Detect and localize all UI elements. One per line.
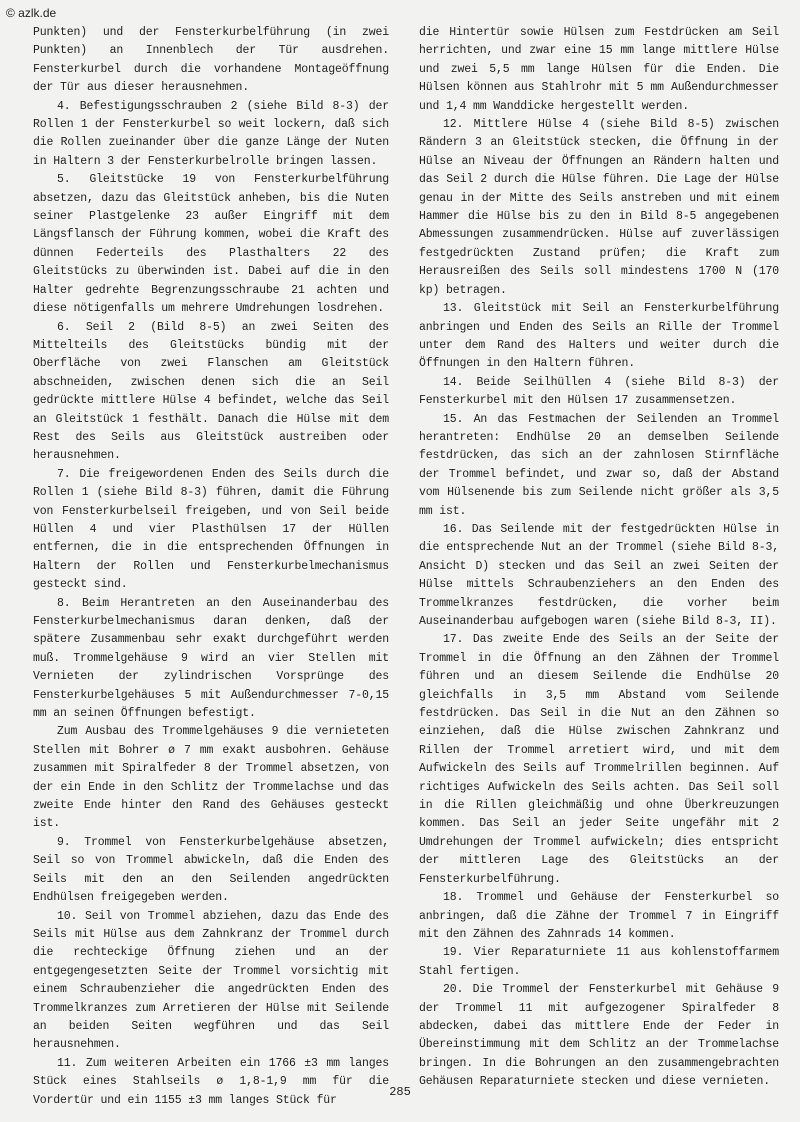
paragraph-step-20: 20. Die Trommel der Fensterkurbel mit Gehäuse 9 der Trommel 11 mit aufgezogener Spiralfeder 8 abdecken, dabei das mittlere Ende der Feder in Übereinstimmung mit dem Schlitz an der Trommelachse bringen. In die Bohrungen an den zusammengebrachten Gehäusen Reparaturniete stecken und diese vernieten. (419, 983, 779, 1089)
paragraph-step-11-continuation: die Hintertür sowie Hülsen zum Festdrücken am Seil herrichten, und zwar eine 15 mm lange mittlere Hülse und zwei 5,5 mm lange Hülsen für die Enden. Die Hülsen können aus Stahlrohr mit 5 mm Außendurchmesser und 1,4 mm Wanddicke hergestellt werden. (419, 26, 779, 113)
paragraph-step-7: 7. Die freigewordenen Enden des Seils durch die Rollen 1 (siehe Bild 8-3) führen, damit die Führung von Fensterkurbelseil freigeben, und von Seil beide Hüllen 4 und vier Plasthülsen 17 der Hüllen entfernen, die in die entsprechenden Öffnungen in Haltern der Rollen und Fensterkurbelmechanismus gesteckt sind. (33, 467, 389, 592)
paragraph-step-12: 12. Mittlere Hülse 4 (siehe Bild 8-5) zwischen Rändern 3 an Gleitstück stecken, die Öffnung in der Hülse an Niveau der Öffnungen an Rändern halten und das Seil 2 durch die Hülse führen. Die Lage der Hülse genau in der Mitte des Seils anstreben und mit einem Hammer die Hülse bis zu den in Bild 8-5 angegebenen Abmessungen zusammendrücken. Hülse auf zuverlässigen festgedrückten Zustand prüfen; die Kraft zum Herausreißen des Seils soll mindestens 1700 N (170 kp) betragen. (419, 118, 779, 297)
left-column (33, 24, 389, 1110)
paragraph-step-18: 18. Trommel und Gehäuse der Fensterkurbel so anbringen, daß die Zähne der Trommel 7 in Eingriff mit den Zähnen des Zahnrads 14 kommen. (419, 891, 779, 941)
paragraph-step-16: 16. Das Seilende mit der festgedrückten Hülse in die entsprechende Nut an der Trommel (siehe Bild 8-3, Ansicht D) stecken und das Seil an zwei Seiten der Hülse mittels Schraubenziehers an den Enden des Trommelkranzes festdrücken, die vorher beim Auseinanderbau aufgebogen waren (siehe Bild 8-3, II). (419, 522, 779, 628)
paragraph-step-9: 9. Trommel von Fensterkurbelgehäuse absetzen, Seil so von Trommel abwickeln, daß die Enden des Seils mit den an den Seilenden angedrückten Endhülsen freigegeben werden. (33, 835, 389, 905)
paragraph-step-13: 13. Gleitstück mit Seil an Fensterkurbelführung anbringen und Enden des Seils an Rille der Trommel unter dem Rand des Halters und weiter durch die Öffnungen in den Haltern führen. (419, 302, 779, 371)
paragraph-continuation: Punkten) und der Fensterkurbelführung (in zwei Punkten) an Innenblech der Tür ausdrehen. Fensterkurbel durch die vorhandene Montageöffnung der Tür aus dieser herausnehmen. (33, 26, 389, 95)
paragraph-step-5: 5. Gleitstücke 19 von Fensterkurbelführung absetzen, dazu das Gleitstück anheben, bis die Nuten seiner Plastgelenke 23 außer Eingriff mit dem Längsflansch der Führung kommen, wobei die Kraft des dünnen Federteils des Plasthalters 22 des Gleitstücks zu überwinden ist. Dabei auf die in den Halter gedrehte Begrenzungsschraube 21 achten und diese nötigenfalls um mehrere Umdrehungen losdrehen. (33, 173, 389, 316)
paragraph-step-8-removal: Zum Ausbau des Trommelgehäuses 9 die vernieteten Stellen mit Bohrer ø 7 mm exakt ausbohren. Gehäuse zusammen mit Spiralfeder 8 der Trommel absetzen, von der ein Ende in den Schlitz der Trommelachse und das zweite Ende hinter den Rand des Gehäuses gesteckt ist. (33, 725, 389, 831)
paragraph-step-8: 8. Beim Herantreten an den Auseinanderbau des Fensterkurbelmechanismus daran denken, daß der spätere Zusammenbau sehr exakt durchgeführt werden muß. Trommelgehäuse 9 wird an vier Stellen mit Vernieten der zylindrischen Vorsprünge des Fensterkurbelgehäuses 5 mit Außendurchmesser 7-0,15 mm an seinen Öffnungen befestigt. (33, 596, 389, 721)
paragraph-step-10: 10. Seil von Trommel abziehen, dazu das Ende des Seils mit Hülse aus dem Zahnkranz der Trommel durch die rechteckige Öffnung ziehen und an der entgegengesetzten Seite der Trommel vorsichtig mit einem Schraubenzieher die angedrückten Enden des Trommelkranzes zum Arretieren der Hülse mit Seilende an beiden Seiten wegführen und das Seil herausnehmen. (33, 909, 389, 1052)
paragraph-step-11: 11. Zum weiteren Arbeiten ein 1766 ±3 mm langes Stück eines Stahlseils ø 1,8-1,9 mm für die Vordertür und ein 1155 ±3 mm langes Stück für (33, 1056, 389, 1107)
paragraph-step-4: 4. Befestigungsschrauben 2 (siehe Bild 8-3) der Rollen 1 der Fensterkurbel so weit lockern, daß sich die Rollen zueinander über die ganze Länge der Nuten in Haltern 3 der Fensterkurbelrolle bringen lassen. (33, 99, 389, 168)
paragraph-step-19: 19. Vier Reparaturniete 11 aus kohlenstoffarmem Stahl fertigen. (419, 946, 779, 978)
right-column (419, 24, 779, 1092)
paragraph-step-17: 17. Das zweite Ende des Seils an der Seite der Trommel in die Öffnung an den Zähnen der Trommel führen und an diesem Seilende die Endhülse 20 gleichfalls in 3,5 mm Abstand vom Seilende festdrücken. Das Seil in die Nut an den Zähnen so einziehen, daß die Hülse zwischen Zahnkranz und Rillen der Trommel arretiert wird, und mit dem Aufwickeln des Seils auf Trommelrillen beginnen. Auf richtiges Aufwickeln des Seils achten. Das Seil soll in die Rillen gleichmäßig und ohne Überkreuzungen kommen. Das Seil an jeder Seite ungefähr mit 2 Umdrehungen der Trommel aufwickeln; dies entspricht der mittleren Lage des Gleitstücks an der Fensterkurbelführung. (419, 633, 779, 886)
paragraph-step-6: 6. Seil 2 (Bild 8-5) an zwei Seiten des Mittelteils des Gleitstücks bündig mit der Oberfläche von zwei Flanschen am Gleitstück abschneiden, zwischen denen sich die an Seil gedrückte mittlere Hülse 4 befindet, welche das Seil an Gleitstück 1 festhält. Danach die Hülse mit dem Rest des Seils aus Gleitstück austreiben oder herausnehmen. (33, 320, 389, 463)
page-number: 285 (389, 1085, 411, 1099)
paragraph-step-15: 15. An das Festmachen der Seilenden an Trommel herantreten: Endhülse 20 an demselben Seilende festdrücken, das sich an der zahnlosen Stirnfläche der Trommel befindet, und zwar so, daß der Abstand vom Hülsenende bis zum Seilende nicht größer als 3,5 mm ist. (419, 412, 779, 518)
watermark-text: © azlk.de (6, 6, 57, 20)
paragraph-step-14: 14. Beide Seilhüllen 4 (siehe Bild 8-3) der Fensterkurbel mit den Hülsen 17 zusammensetzen. (419, 375, 779, 408)
